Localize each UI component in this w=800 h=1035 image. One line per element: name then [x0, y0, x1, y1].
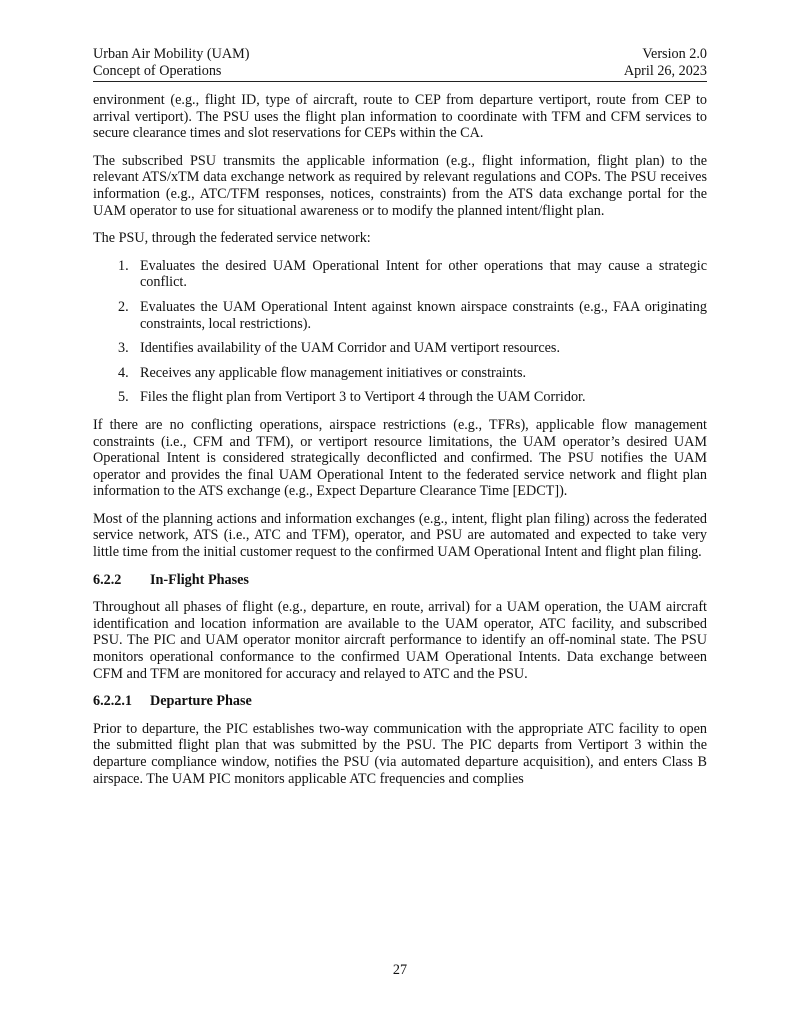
paragraph-federated-intro: The PSU, through the federated service network:	[93, 230, 371, 247]
list-item	[93, 299, 707, 332]
section-title: In-Flight Phases	[150, 571, 249, 588]
paragraph-no-conflicts: If there are no conflicting operations, airspace restrictions (e.g., TFRs), applicable flow management constraints (i.e., CFM and TFM), or vertiport resource limitations, the UAM operator’s desired UAM Operational Intent is considered strategically deconflicted and confirmed. The PSU notifies the UAM operator and provides the final UAM Operational Intent to the federated service network and flight plan information to the ATS exchange (e.g., Expect Departure Clearance Time [EDCT]).	[93, 416, 707, 500]
paragraph-environment: environment (e.g., flight ID, type of aircraft, route to CEP from departure vertiport, route from CEP to arrival vertiport). The PSU uses the flight plan information to coordinate with TFM and CFM services to secure clearance times and slot reservations for CEPs within the CA.	[93, 92, 707, 142]
paragraph-subscribed-psu: The subscribed PSU transmits the applicable information (e.g., flight information, flight plan) to the relevant ATS/xTM data exchange network as required by relevant regulations and COPs. The PSU receives information (e.g., ATC/TFM responses, notices, constraints) from the ATS data exchange portal for the UAM operator to use for situational awareness or to modify the planned intent/flight plan.	[93, 152, 707, 219]
list-item	[93, 365, 707, 382]
page-number: 27	[392, 962, 408, 978]
section-number: 6.2.2.1	[93, 693, 133, 710]
list-item-text: Evaluates the UAM Operational Intent against known airspace constraints (e.g., FAA originating constraints, local restrictions).	[140, 298, 707, 332]
page-header	[93, 46, 707, 82]
header-version: Version 2.0	[642, 46, 707, 62]
list-item	[93, 258, 707, 291]
list-item-number: 5.	[118, 389, 129, 406]
paragraph-in-flight: Throughout all phases of flight (e.g., departure, en route, arrival) for a UAM operation, the UAM aircraft identification and location information are available to the UAM operator, ATC facility, and subscribed PSU. The PIC and UAM operator monitor aircraft performance to identify an off-nominal state. The PSU monitors operational conformance to the confirmed UAM Operational Intents. Data exchange between CFM and TFM are monitored for accuracy and relayed to ATC and the PSU.	[93, 599, 707, 682]
list-item-number: 3.	[118, 340, 129, 357]
list-item-text: Receives any applicable flow management initiatives or constraints.	[140, 364, 527, 381]
page-body	[93, 92, 707, 787]
header-date: April 26, 2023	[623, 63, 707, 79]
header-left	[93, 46, 249, 80]
list-item-number: 1.	[118, 257, 129, 274]
psu-actions-list	[93, 258, 707, 406]
list-item	[93, 389, 707, 406]
section-title: Departure Phase	[150, 693, 252, 710]
header-right	[624, 46, 707, 80]
section-heading-in-flight	[93, 572, 707, 589]
list-item-text: Files the flight plan from Vertiport 3 to Vertiport 4 through the UAM Corridor.	[140, 389, 586, 406]
list-item-number: 2.	[118, 298, 129, 315]
list-item-text: Evaluates the desired UAM Operational Intent for other operations that may cause a strategic conflict.	[140, 257, 707, 291]
list-item	[93, 340, 707, 357]
section-number: 6.2.2	[93, 571, 122, 588]
header-doc-title: Urban Air Mobility (UAM)	[93, 46, 250, 62]
list-item-text: Identifies availability of the UAM Corridor and UAM vertiport resources.	[140, 340, 560, 357]
paragraph-departure: Prior to departure, the PIC establishes two-way communication with the appropriate ATC facility to open the submitted flight plan that was submitted by the PSU. The PIC departs from Vertiport 3 within the departure compliance window, notifies the PSU (via automated departure acquisition), and enters Class B airspace. The UAM PIC monitors applicable ATC frequencies and complies	[93, 720, 707, 787]
header-doc-subtitle: Concept of Operations	[93, 63, 222, 79]
section-heading-departure	[93, 693, 707, 710]
document-page	[93, 46, 707, 798]
list-item-number: 4.	[118, 364, 129, 381]
paragraph-planning-actions: Most of the planning actions and information exchanges (e.g., intent, flight plan filing) across the federated service network, ATS (i.e., ATC and TFM), operator, and PSU are automated and expected to take very little time from the initial customer request to the confirmed UAM Operational Intent and flight plan filing.	[93, 510, 707, 561]
